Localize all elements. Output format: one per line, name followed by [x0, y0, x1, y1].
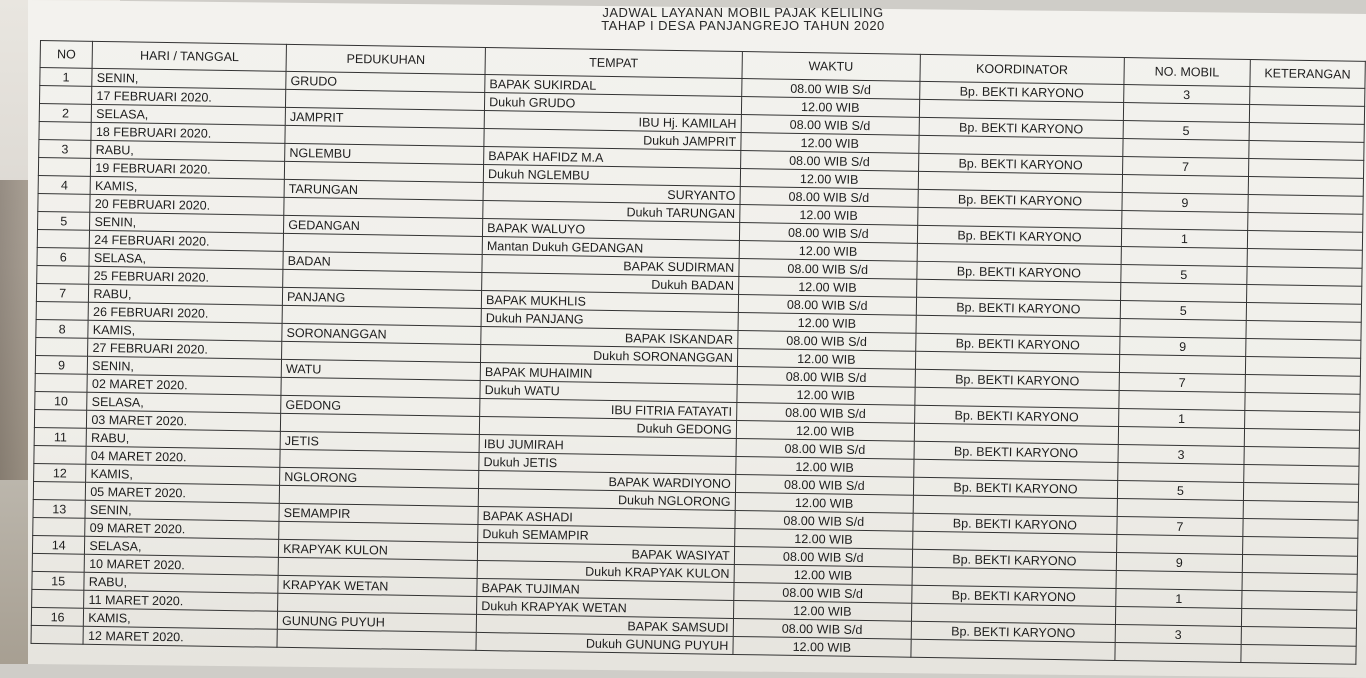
row-note-blank: [1244, 428, 1360, 448]
row-car-blank: [1118, 426, 1244, 446]
row-pedukuhan: NGLEMBU: [285, 143, 484, 164]
row-time-end: 12.00 WIB: [734, 528, 912, 549]
row-number-blank: [31, 625, 84, 644]
row-time-end: 12.00 WIB: [738, 277, 916, 298]
row-day: RABU,: [89, 284, 283, 305]
row-time-start: 08.00 WIB S/d: [741, 79, 919, 100]
row-number: 4: [38, 175, 91, 194]
row-place-dukuh: Dukuh SORONANGGAN: [481, 344, 738, 366]
row-place-dukuh: Dukuh PANJANG: [481, 308, 738, 330]
row-car-blank: [1119, 390, 1245, 410]
row-coordinator: Bp. BEKTI KARYONO: [916, 333, 1120, 354]
row-note: [1243, 518, 1359, 538]
row-car-blank: [1123, 103, 1249, 123]
row-coordinator: Bp. BEKTI KARYONO: [913, 513, 1117, 534]
row-coordinator: Bp. BEKTI KARYONO: [916, 297, 1120, 318]
row-car-number: 7: [1119, 372, 1245, 392]
row-time-end: 12.00 WIB: [735, 456, 913, 477]
row-time-start: 08.00 WIB S/d: [739, 259, 917, 280]
schedule-table: [31, 40, 1366, 665]
row-pedukuhan: BADAN: [283, 251, 482, 272]
row-date: 11 MARET 2020.: [84, 590, 278, 611]
row-coordinator: Bp. BEKTI KARYONO: [913, 477, 1117, 498]
row-car-blank: [1117, 498, 1243, 518]
row-note: [1242, 554, 1358, 574]
row-pedukuhan: GEDONG: [281, 395, 480, 416]
row-pedukuhan: SEMAMPIR: [279, 503, 478, 524]
row-note-blank: [1247, 248, 1363, 268]
row-pedukuhan: TARUNGAN: [284, 179, 483, 200]
row-note-blank: [1241, 644, 1357, 664]
row-place-name: BAPAK WALUYO: [483, 218, 740, 240]
row-pedukuhan: NGLORONG: [280, 467, 479, 488]
row-number: 14: [32, 535, 85, 554]
row-number-blank: [36, 337, 89, 356]
row-coordinator: Bp. BEKTI KARYONO: [911, 621, 1115, 642]
header-pedukuhan: PEDUKUHAN: [286, 44, 485, 74]
row-time-end: 12.00 WIB: [735, 492, 913, 513]
row-number-blank: [37, 265, 90, 284]
row-note: [1243, 482, 1359, 502]
row-note-blank: [1246, 320, 1362, 340]
row-place-dukuh: Dukuh TARUNGAN: [483, 200, 740, 222]
row-time-end: 12.00 WIB: [739, 205, 917, 226]
row-date: 04 MARET 2020.: [86, 446, 280, 467]
row-car-blank: [1122, 211, 1248, 231]
row-number-blank: [34, 409, 87, 428]
row-car-number: 7: [1117, 516, 1243, 536]
row-note-blank: [1243, 500, 1359, 520]
row-date: 02 MARET 2020.: [87, 374, 281, 395]
row-pedukuhan: JETIS: [280, 431, 479, 452]
row-number-blank: [35, 373, 88, 392]
row-number-blank: [37, 229, 90, 248]
row-day: RABU,: [86, 428, 280, 449]
row-time-start: 08.00 WIB S/d: [740, 151, 918, 172]
row-car-blank: [1121, 283, 1247, 303]
row-place-dukuh: Dukuh NGLEMBU: [483, 164, 740, 186]
row-time-end: 12.00 WIB: [737, 384, 915, 405]
row-day: SENIN,: [88, 356, 282, 377]
row-time-end: 12.00 WIB: [733, 600, 911, 621]
row-coordinator: Bp. BEKTI KARYONO: [918, 153, 1122, 174]
row-day: SENIN,: [90, 212, 284, 233]
row-date: 03 MARET 2020.: [87, 410, 281, 431]
row-number: 7: [36, 283, 89, 302]
row-place-name: SURYANTO: [483, 182, 740, 204]
row-car-number: 9: [1122, 193, 1248, 213]
row-date: 09 MARET 2020.: [85, 518, 279, 539]
row-coordinator: Bp. BEKTI KARYONO: [914, 441, 1118, 462]
row-place-name: BAPAK HAFIDZ M.A: [484, 146, 741, 168]
row-car-number: 3: [1115, 624, 1241, 644]
row-place-dukuh: Dukuh GRUDO: [485, 92, 742, 114]
row-note: [1249, 123, 1365, 143]
row-pedukuhan: SORONANGGAN: [282, 323, 481, 344]
row-time-start: 08.00 WIB S/d: [733, 618, 911, 639]
row-note-blank: [1243, 464, 1359, 484]
row-coordinator: Bp. BEKTI KARYONO: [915, 369, 1119, 390]
row-date: 18 FEBRUARI 2020.: [91, 122, 285, 143]
row-car-number: 5: [1117, 480, 1243, 500]
row-place-dukuh: Dukuh KRAPYAK WETAN: [477, 596, 734, 618]
row-date: 27 FEBRUARI 2020.: [88, 338, 282, 359]
row-place-dukuh: Dukuh GEDONG: [479, 416, 736, 438]
row-note: [1247, 230, 1363, 250]
row-pedukuhan: JAMPRIT: [285, 107, 484, 128]
row-number: 12: [34, 463, 87, 482]
row-number: 8: [36, 319, 89, 338]
row-time-start: 08.00 WIB S/d: [737, 330, 915, 351]
row-date: 19 FEBRUARI 2020.: [91, 158, 285, 179]
document-subtitle: TAHAP I DESA PANJANGREJO TAHUN 2020: [601, 18, 885, 33]
row-day: SELASA,: [85, 536, 279, 557]
row-note-blank: [1242, 536, 1358, 556]
row-car-blank: [1123, 139, 1249, 159]
row-note-blank: [1248, 176, 1364, 196]
row-number-blank: [40, 86, 93, 105]
row-note: [1248, 194, 1364, 214]
row-time-start: 08.00 WIB S/d: [736, 402, 914, 423]
row-coordinator: Bp. BEKTI KARYONO: [917, 225, 1121, 246]
row-time-start: 08.00 WIB S/d: [735, 474, 913, 495]
row-number-blank: [39, 121, 92, 140]
row-time-end: 12.00 WIB: [738, 312, 916, 333]
header-waktu: WAKTU: [742, 52, 920, 82]
row-pedukuhan-blank: [277, 629, 476, 650]
row-number: 3: [39, 139, 92, 158]
row-car-blank: [1115, 606, 1241, 626]
row-coordinator-blank: [911, 639, 1115, 660]
row-place-name: BAPAK MUHAIMIN: [480, 362, 737, 384]
row-place-dukuh: Dukuh BADAN: [482, 272, 739, 294]
row-place-name: BAPAK SUKIRDAL: [485, 74, 742, 96]
row-car-blank: [1116, 570, 1242, 590]
row-coordinator: Bp. BEKTI KARYONO: [914, 405, 1118, 426]
row-pedukuhan: WATU: [281, 359, 480, 380]
row-number-blank: [32, 589, 85, 608]
row-day: KAMIS,: [86, 464, 280, 485]
row-time-start: 08.00 WIB S/d: [740, 187, 918, 208]
row-pedukuhan: KRAPYAK KULON: [279, 539, 478, 560]
row-place-dukuh: Dukuh SEMAMPIR: [478, 524, 735, 546]
schedule-rows: [31, 68, 1365, 665]
row-date: 05 MARET 2020.: [86, 482, 280, 503]
row-coordinator: Bp. BEKTI KARYONO: [912, 585, 1116, 606]
row-car-blank: [1118, 462, 1244, 482]
row-time-start: 08.00 WIB S/d: [739, 223, 917, 244]
row-day: SELASA,: [89, 248, 283, 269]
row-number: 15: [32, 571, 85, 590]
row-coordinator: Bp. BEKTI KARYONO: [919, 81, 1123, 102]
row-place-name: BAPAK ASHADI: [478, 506, 735, 528]
row-coordinator: Bp. BEKTI KARYONO: [919, 117, 1123, 138]
row-note-blank: [1247, 212, 1363, 232]
row-note-blank: [1246, 284, 1362, 304]
row-note: [1245, 374, 1361, 394]
row-pedukuhan: KRAPYAK WETAN: [278, 575, 477, 596]
row-car-blank: [1120, 319, 1246, 339]
row-time-start: 08.00 WIB S/d: [734, 582, 912, 603]
row-day: SENIN,: [85, 500, 279, 521]
row-time-start: 08.00 WIB S/d: [734, 546, 912, 567]
row-time-end: 12.00 WIB: [741, 133, 919, 154]
row-place-dukuh: Mantan Dukuh GEDANGAN: [482, 236, 739, 258]
row-place-name: BAPAK ISKANDAR: [481, 326, 738, 348]
row-note: [1241, 590, 1357, 610]
row-place-dukuh: Dukuh JETIS: [479, 452, 736, 474]
row-note: [1244, 446, 1360, 466]
row-place-name: BAPAK WARDIYONO: [479, 470, 736, 492]
row-time-end: 12.00 WIB: [741, 97, 919, 118]
row-car-blank: [1121, 247, 1247, 267]
row-number: 6: [37, 247, 90, 266]
row-car-blank: [1117, 534, 1243, 554]
row-time-start: 08.00 WIB S/d: [741, 115, 919, 136]
row-note: [1249, 87, 1365, 107]
row-number: 1: [40, 68, 93, 87]
row-time-start: 08.00 WIB S/d: [735, 510, 913, 531]
row-day: RABU,: [91, 140, 285, 161]
row-date: 17 FEBRUARI 2020.: [92, 86, 286, 107]
row-time-end: 12.00 WIB: [736, 420, 914, 441]
row-date: 20 FEBRUARI 2020.: [90, 194, 284, 215]
header-no-mobil: NO. MOBIL: [1124, 58, 1250, 87]
row-pedukuhan: PANJANG: [282, 287, 481, 308]
row-place-dukuh: Dukuh KRAPYAK KULON: [477, 560, 734, 582]
row-place-dukuh: Dukuh WATU: [480, 380, 737, 402]
row-date: 26 FEBRUARI 2020.: [88, 302, 282, 323]
row-note: [1246, 302, 1362, 322]
row-place-dukuh: Dukuh NGLORONG: [478, 488, 735, 510]
row-time-end: 12.00 WIB: [740, 169, 918, 190]
row-day: SENIN,: [92, 68, 286, 89]
row-number-blank: [34, 445, 87, 464]
row-number: 11: [34, 427, 87, 446]
row-place-dukuh: Dukuh JAMPRIT: [484, 128, 741, 150]
row-note: [1245, 338, 1361, 358]
row-car-blank: [1122, 175, 1248, 195]
row-car-number: 3: [1118, 444, 1244, 464]
row-place-name: IBU FITRIA FATAYATI: [480, 398, 737, 420]
row-number: 13: [33, 499, 86, 518]
row-time-end: 12.00 WIB: [737, 348, 915, 369]
row-place-name: BAPAK WASIYAT: [478, 542, 735, 564]
row-note-blank: [1245, 356, 1361, 376]
row-car-number: 9: [1116, 552, 1242, 572]
row-place-name: BAPAK MUKHLIS: [481, 290, 738, 312]
row-car-number: 1: [1116, 588, 1242, 608]
row-coordinator: Bp. BEKTI KARYONO: [917, 261, 1121, 282]
row-time-start: 08.00 WIB S/d: [738, 295, 916, 316]
row-time-start: 08.00 WIB S/d: [737, 366, 915, 387]
header-day: HARI / TANGGAL: [92, 41, 286, 71]
row-number: 10: [35, 391, 88, 410]
header-koordinator: KOORDINATOR: [920, 54, 1125, 84]
row-number: 2: [39, 104, 92, 123]
row-place-name: BAPAK SAMSUDI: [476, 614, 733, 636]
row-note-blank: [1241, 608, 1357, 628]
row-day: RABU,: [84, 572, 278, 593]
row-number: 16: [31, 607, 84, 626]
row-car-number: 5: [1121, 265, 1247, 285]
row-number-blank: [33, 517, 86, 536]
header-keterangan: KETERANGAN: [1250, 60, 1366, 89]
row-note: [1247, 266, 1363, 286]
header-no: NO: [40, 41, 93, 69]
row-car-blank: [1119, 354, 1245, 374]
row-date: 25 FEBRUARI 2020.: [89, 266, 283, 287]
row-number-blank: [32, 553, 85, 572]
row-day: KAMIS,: [88, 320, 282, 341]
row-pedukuhan: GUNUNG PUYUH: [277, 611, 476, 632]
row-car-number: 1: [1121, 229, 1247, 249]
row-number: 5: [38, 211, 91, 230]
row-note: [1244, 410, 1360, 430]
row-note-blank: [1242, 572, 1358, 592]
row-time-start: 08.00 WIB S/d: [736, 438, 914, 459]
row-number-blank: [36, 301, 89, 320]
row-note-blank: [1245, 392, 1361, 412]
row-note: [1241, 626, 1357, 646]
row-pedukuhan: GEDANGAN: [284, 215, 483, 236]
row-car-number: 1: [1119, 408, 1245, 428]
row-place-name: IBU Hj. KAMILAH: [484, 110, 741, 132]
row-date: 10 MARET 2020.: [85, 554, 279, 575]
row-car-number: 7: [1123, 157, 1249, 177]
row-car-number: 5: [1120, 301, 1246, 321]
row-note-blank: [1249, 140, 1365, 160]
row-day: KAMIS,: [84, 608, 278, 629]
row-day: KAMIS,: [90, 176, 284, 197]
header-tempat: TEMPAT: [485, 47, 742, 78]
row-place-name: BAPAK SUDIRMAN: [482, 254, 739, 276]
row-time-end: 12.00 WIB: [734, 564, 912, 585]
row-day: SELASA,: [92, 104, 286, 125]
row-number-blank: [38, 193, 91, 212]
row-note-blank: [1249, 105, 1365, 125]
row-number-blank: [33, 481, 86, 500]
document-title: JADWAL LAYANAN MOBIL PAJAK KELILING: [602, 5, 884, 20]
row-date: 24 FEBRUARI 2020.: [90, 230, 284, 251]
row-place-name: BAPAK TUJIMAN: [477, 578, 734, 600]
row-car-number: 3: [1124, 85, 1250, 105]
row-car-number: 5: [1123, 121, 1249, 141]
row-car-blank: [1115, 642, 1241, 662]
row-pedukuhan: GRUDO: [286, 71, 485, 92]
row-place-dukuh: Dukuh GUNUNG PUYUH: [476, 632, 733, 654]
row-date: 12 MARET 2020.: [83, 626, 277, 647]
row-number: 9: [35, 355, 88, 374]
row-coordinator: Bp. BEKTI KARYONO: [918, 189, 1122, 210]
row-time-end: 12.00 WIB: [739, 241, 917, 262]
row-note: [1248, 158, 1364, 178]
row-place-name: IBU JUMIRAH: [479, 434, 736, 456]
row-car-number: 9: [1120, 337, 1246, 357]
row-day: SELASA,: [87, 392, 281, 413]
row-time-end: 12.00 WIB: [733, 636, 911, 657]
row-number-blank: [38, 157, 91, 176]
row-coordinator: Bp. BEKTI KARYONO: [912, 549, 1116, 570]
